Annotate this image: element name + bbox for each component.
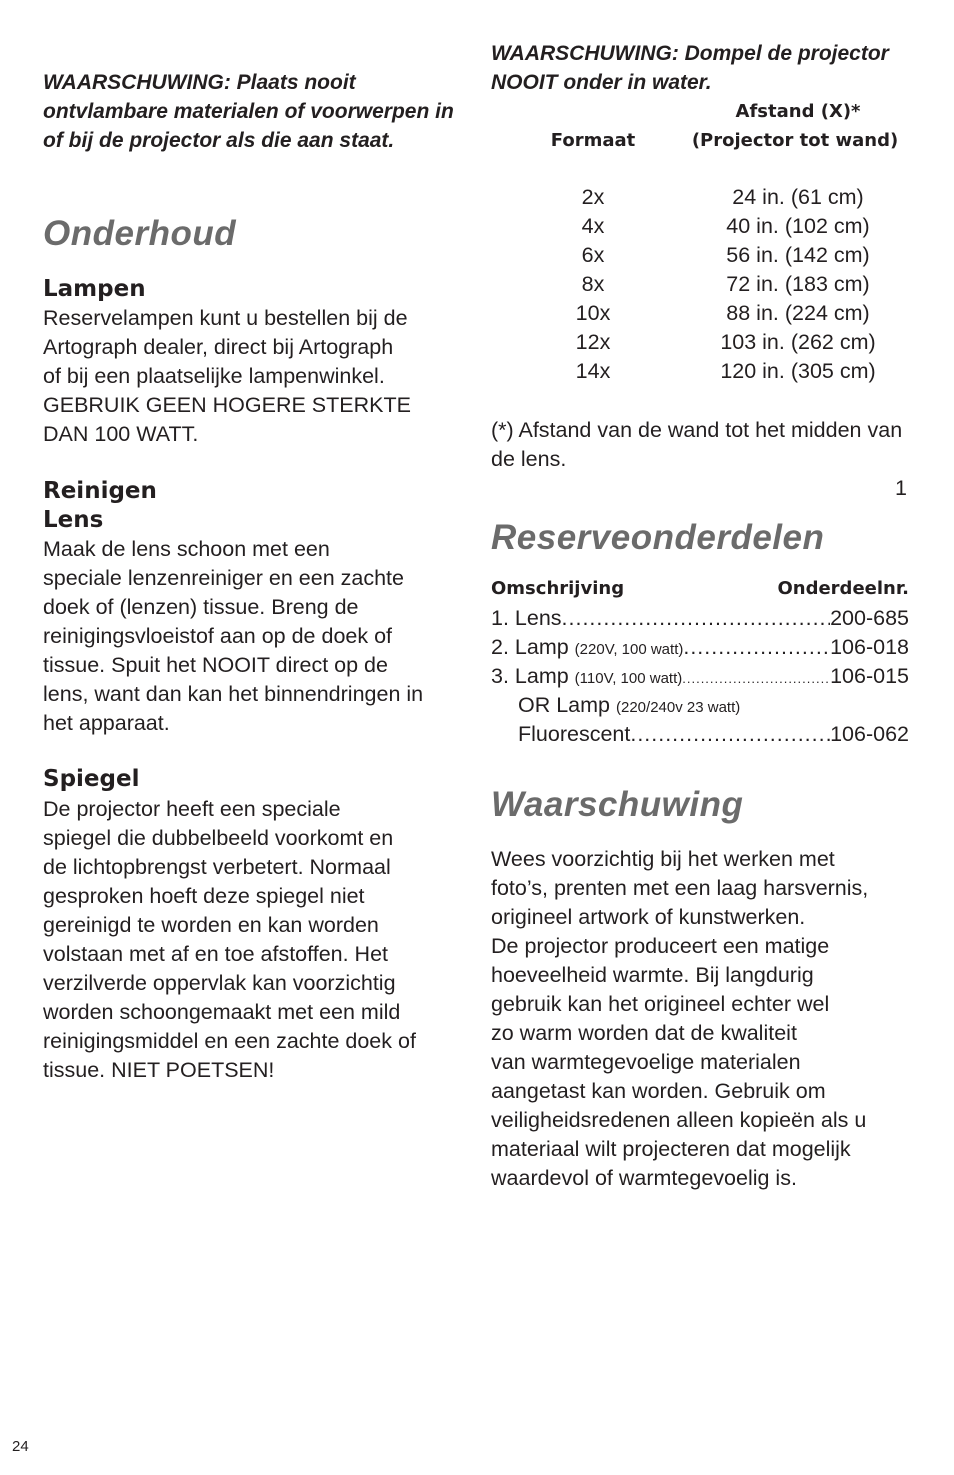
afstand-cell: 88 in. (224 cm) xyxy=(726,301,870,325)
afstand-cell: 120 in. (305 cm) xyxy=(720,359,876,383)
table-row xyxy=(491,212,911,241)
leader-dots xyxy=(562,604,831,633)
afstand-cell: 56 in. (142 cm) xyxy=(726,243,870,267)
afstand-cell: 40 in. (102 cm) xyxy=(726,214,870,238)
part-number: 106-015 xyxy=(830,664,909,688)
parts-header xyxy=(491,578,909,599)
table-row xyxy=(491,328,911,357)
leader-dots xyxy=(630,720,830,749)
table-header-formaat: Formaat xyxy=(550,130,636,151)
formaat-cell: 8x xyxy=(581,272,605,296)
table-row xyxy=(491,270,911,299)
part-number: 200-685 xyxy=(830,606,909,630)
formaat-cell: 6x xyxy=(581,243,605,267)
leader-dots xyxy=(683,633,830,662)
parts-list xyxy=(491,604,909,749)
list-item xyxy=(491,691,909,720)
table-row xyxy=(491,357,911,386)
heading-spiegel: Spiegel xyxy=(43,766,140,792)
heading-reinigen: Reinigen xyxy=(43,478,157,504)
lampen-text: Reservelampen kunt u bestellen bij de Artograph dealer, direct bij Artograph of bij een plaatselijke lampenwinkel. GEBRUIK GEEN HOGERE STERKTE DAN 100 WATT. xyxy=(43,306,411,446)
formaat-cell: 12x xyxy=(575,330,611,354)
part-number: 106-018 xyxy=(830,635,909,659)
list-item xyxy=(491,720,909,749)
formaat-cell: 4x xyxy=(581,214,605,238)
afstand-cell: 103 in. (262 cm) xyxy=(720,330,876,354)
reinigen-text: Maak de lens schoon met een speciale lenzenreiniger en een zachte doek of (lenzen) tissue. Breng de reinigingsvloeistof aan op de doek of tissue. Spuit het NOOIT direct op de lens, want dan kan het binnendringen in het apparaat. xyxy=(43,537,424,735)
page-number: 24 xyxy=(12,1438,29,1455)
afstand-cell: 72 in. (183 cm) xyxy=(726,272,870,296)
table-footnote: (*) Afstand van de wand tot het midden van de lens. xyxy=(491,418,903,471)
table-row xyxy=(491,241,911,270)
part-spec: (220/240v 23 watt) xyxy=(616,699,741,716)
part-spec: (220V, 100 watt) xyxy=(574,641,684,658)
table-row xyxy=(491,183,911,212)
list-item xyxy=(491,604,909,633)
parts-header-description: Omschrijving xyxy=(491,578,625,599)
table-row xyxy=(491,299,911,328)
table-header-projector-tot-wand: (Projector tot wand) xyxy=(691,130,899,151)
formaat-cell: 14x xyxy=(575,359,611,383)
part-label: 1. Lens xyxy=(491,606,562,630)
part-label: 2. Lamp xyxy=(491,635,569,659)
heading-lens: Lens xyxy=(43,507,104,533)
table-body xyxy=(491,183,911,386)
section-title-waarschuwing: Waarschuwing xyxy=(491,785,744,824)
list-item xyxy=(491,662,909,691)
footnote-marker: 1 xyxy=(895,476,907,500)
leader-dots xyxy=(682,664,830,691)
part-spec: (110V, 100 watt) xyxy=(574,670,683,687)
list-item xyxy=(491,633,909,662)
formaat-cell: 10x xyxy=(575,301,611,325)
afstand-cell: 24 in. (61 cm) xyxy=(732,185,864,209)
waarschuwing-text: Wees voorzichtig bij het werken met foto’s, prenten met een laag harsvernis, origineel artwork of kunstwerken. De projector produceert een matige hoeveelheid warmte. Bij langdurig gebruik kan het origineel echter wel zo warm worden dat de kwaliteit van warmtegevoelige materialen aangetast kan worden. Gebruik om veiligheidsredenen alleen kopieën als u materiaal wilt projecteren dat mogelijk waardevol of warmtegevoelig is. xyxy=(491,847,869,1190)
part-label: OR Lamp xyxy=(518,693,611,717)
section-title-onderhoud: Onderhoud xyxy=(43,214,237,253)
table-header-afstand: Afstand (X)* xyxy=(735,101,861,122)
part-number: 106-062 xyxy=(830,722,909,746)
spiegel-text: De projector heeft een speciale spiegel die dubbelbeeld voorkomt en de lichtopbrengst verbetert. Normaal gesproken hoeft deze spiegel niet gereinigd te worden en kan worden volstaan met af en toe afstoffen. Het verzilverde oppervlak kan voorzichtig worden schoongemaakt met een mild reinigingsmiddel en een zachte doek of tissue. NIET POETSEN! xyxy=(43,797,416,1082)
fire-warning: WAARSCHUWING: Plaats nooit ontvlambare materialen of voorwerpen in of bij de projector als die aan staat. xyxy=(43,71,454,152)
part-label: 3. Lamp xyxy=(491,664,569,688)
heading-lampen: Lampen xyxy=(43,276,146,302)
parts-header-number: Onderdeelnr. xyxy=(777,578,909,599)
part-label: Fluorescent xyxy=(518,722,631,746)
formaat-cell: 2x xyxy=(581,185,605,209)
section-title-reserveonderdelen: Reserveonderdelen xyxy=(491,518,825,557)
water-warning: WAARSCHUWING: Dompel de projector NOOIT onder in water. xyxy=(491,42,889,94)
